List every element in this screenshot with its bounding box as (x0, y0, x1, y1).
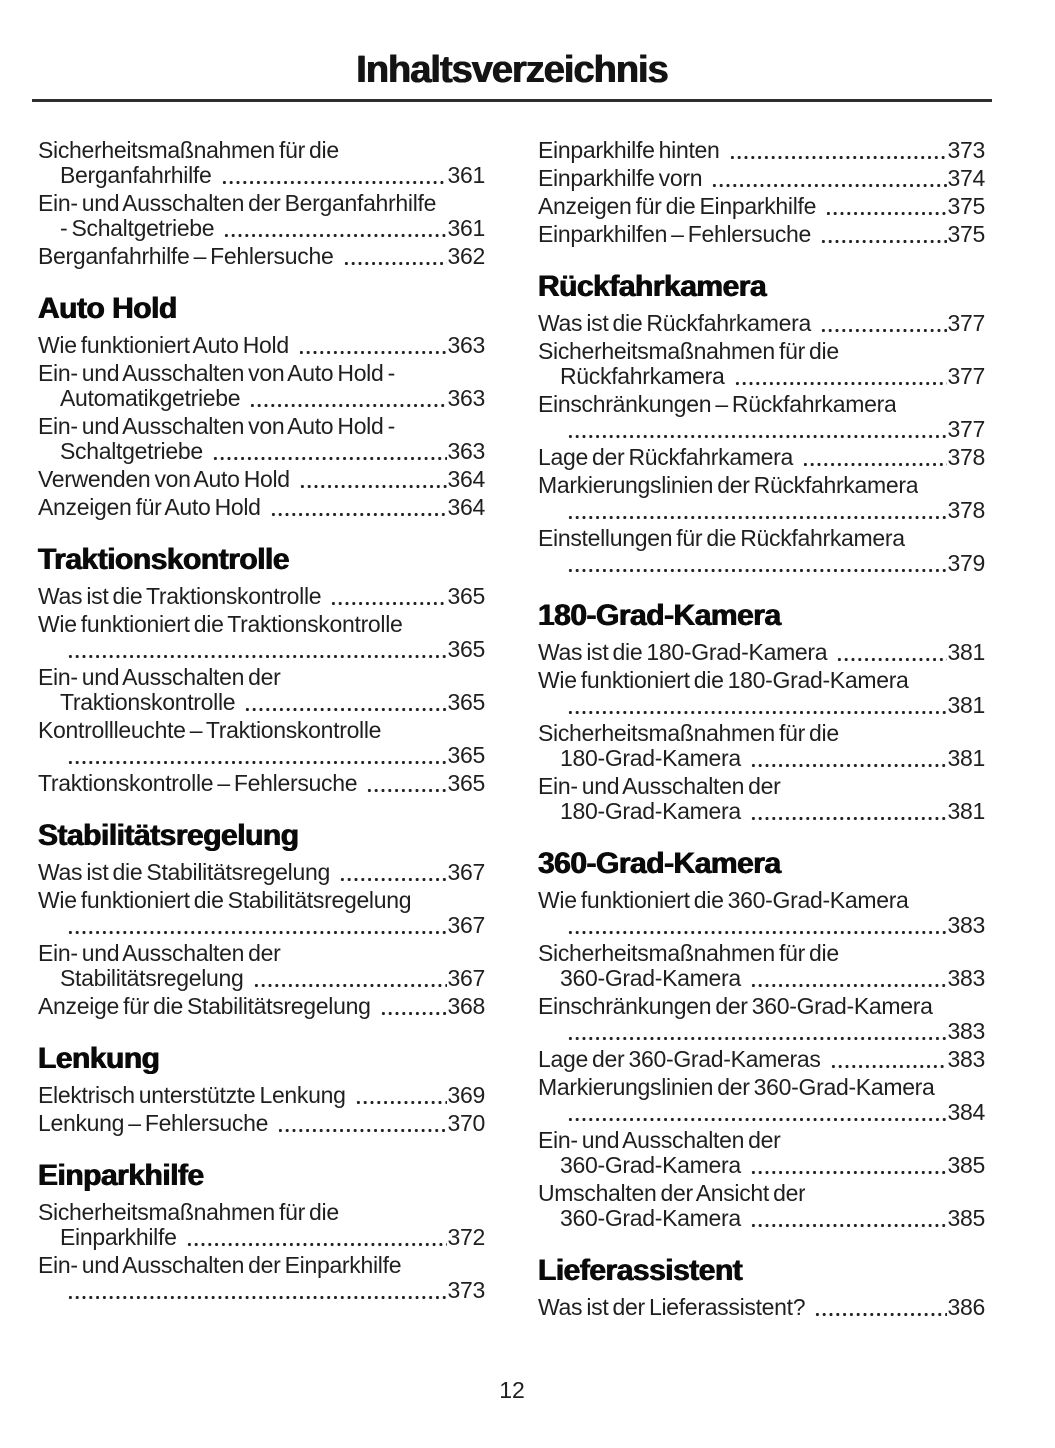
toc-entry-text: - Schaltgetriebe (60, 216, 219, 241)
toc-entry-text: Ein- und Ausschalten der Einparkhilfe (38, 1253, 402, 1278)
toc-entry-text: Ein- und Ausschalten der Berganfahrhilfe (38, 191, 437, 216)
toc-page-number: 381 (947, 692, 985, 718)
toc-entry (38, 665, 485, 715)
toc-entry-text: Ein- und Ausschalten der (538, 774, 781, 799)
toc-entry (38, 414, 485, 464)
toc-entry (38, 771, 485, 796)
toc-entry-text: Wie funktioniert die Traktionskontrolle (38, 612, 403, 637)
toc-entry-line (538, 222, 985, 247)
toc-page-number: 378 (947, 497, 985, 523)
toc-entry-text: Elektrisch unterstützte Lenkung (38, 1083, 350, 1108)
toc-entry-text: Sicherheitsmaßnahmen für die (538, 721, 839, 746)
toc-page-number: 367 (447, 965, 485, 991)
toc-entry-text: Markierungslinien der 360-Grad-Kamera (538, 1075, 935, 1100)
toc-columns (38, 138, 985, 1323)
toc-entry-line (38, 665, 485, 690)
toc-entry (38, 718, 485, 768)
toc-page-number: 364 (447, 466, 485, 492)
toc-entry-line (538, 966, 985, 991)
toc-entry-text: Anzeigen für die Einparkhilfe (538, 194, 821, 219)
toc-entry (38, 191, 485, 241)
toc-column-left (38, 138, 485, 1323)
toc-entry-text: 360-Grad-Kamera (560, 1153, 745, 1178)
toc-entry-line (538, 668, 985, 693)
dotted-leader (567, 930, 947, 935)
toc-entry-text: Ein- und Ausschalten der (38, 941, 281, 966)
toc-entry-line (538, 721, 985, 746)
toc-entry (538, 311, 985, 336)
dotted-leader (567, 568, 947, 573)
toc-entry-text: Sicherheitsmaßnahmen für die (538, 339, 839, 364)
dotted-leader (67, 654, 447, 659)
toc-entry-line (38, 966, 485, 991)
dotted-leader (380, 1011, 447, 1016)
toc-page-number: 363 (447, 332, 485, 358)
toc-section-heading: 180-Grad-Kamera (538, 599, 781, 632)
toc-entry (38, 584, 485, 609)
toc-entry-text: Wie funktioniert die Stabilitätsregelung (38, 888, 412, 913)
toc-entry-text: Anzeigen für Auto Hold (38, 495, 265, 520)
dotted-leader (802, 462, 946, 467)
dotted-leader (67, 1295, 447, 1300)
toc-entry-line (38, 467, 485, 492)
toc-page-number: 381 (947, 639, 985, 665)
toc-page-number: 384 (947, 1099, 985, 1125)
toc-section-heading: Lieferassistent (538, 1254, 743, 1287)
toc-entry-text: Ein- und Ausschalten von Auto Hold - (38, 414, 395, 439)
toc-entry (38, 361, 485, 411)
dotted-leader (567, 710, 947, 715)
toc-entry (38, 860, 485, 885)
toc-entry-text: 180-Grad-Kamera (560, 746, 745, 771)
toc-entry-text: Was ist die 180-Grad-Kamera (538, 640, 832, 665)
toc-page-number: 365 (447, 770, 485, 796)
toc-entry-text: Lage der 360-Grad-Kameras (538, 1047, 825, 1072)
dotted-leader (244, 707, 446, 712)
toc-page-number: 386 (947, 1294, 985, 1320)
toc-entry-line (538, 1128, 985, 1153)
toc-entry-line (38, 414, 485, 439)
toc-section (38, 544, 485, 796)
toc-entry-line (38, 495, 485, 520)
toc-entry-text: Einparkhilfe hinten (538, 138, 724, 163)
toc-entry-line (38, 888, 485, 913)
dotted-leader (750, 1223, 947, 1228)
toc-section (538, 1255, 985, 1320)
toc-entry (538, 774, 985, 824)
toc-entry-text: Wie funktioniert die 180-Grad-Kamera (538, 668, 909, 693)
dotted-leader (567, 434, 947, 439)
toc-page-number: 365 (447, 689, 485, 715)
toc-page-number: 379 (947, 550, 985, 576)
toc-entry (538, 1075, 985, 1125)
toc-page-number: 369 (447, 1082, 485, 1108)
toc-entry-line (538, 640, 985, 665)
toc-entry-line (38, 386, 485, 411)
toc-entry-line (38, 244, 485, 269)
toc-page-number: 361 (447, 215, 485, 241)
toc-entry-text: Automatikgetriebe (60, 386, 245, 411)
toc-entry (538, 222, 985, 247)
toc-page-number: 377 (947, 310, 985, 336)
toc-entry-line (38, 439, 485, 464)
toc-entry-line (538, 1181, 985, 1206)
toc-entry-text: Einparkhilfe vorn (538, 166, 707, 191)
toc-entry-line (538, 1075, 985, 1100)
toc-page-number: 378 (947, 444, 985, 470)
toc-page-number: 361 (447, 162, 485, 188)
toc-entry-text: Einparkhilfe (60, 1225, 181, 1250)
dotted-leader (67, 760, 447, 765)
toc-page-number: 385 (947, 1152, 985, 1178)
toc-entry-line (538, 311, 985, 336)
dotted-leader (67, 930, 447, 935)
toc-entry-line (538, 799, 985, 824)
toc-entry-line (38, 718, 485, 743)
dotted-leader (299, 484, 447, 489)
toc-entry-text: Stabilitätsregelung (60, 966, 248, 991)
title-divider (32, 99, 992, 102)
toc-page-number: 370 (447, 1110, 485, 1136)
toc-entry-line (538, 994, 985, 1019)
toc-entry-text: Sicherheitsmaßnahmen für die (38, 1200, 339, 1225)
toc-entry (538, 1128, 985, 1178)
toc-page-number: 364 (447, 494, 485, 520)
toc-entry-text: 180-Grad-Kamera (560, 799, 745, 824)
toc-page-number: 383 (947, 965, 985, 991)
toc-entry-line (38, 860, 485, 885)
toc-entry-text: Ein- und Ausschalten der (38, 665, 281, 690)
toc-entry (538, 166, 985, 191)
dotted-leader (366, 788, 446, 793)
toc-entry (538, 1295, 985, 1320)
toc-entry-text: Ein- und Ausschalten der (538, 1128, 781, 1153)
toc-entry-line (538, 551, 985, 576)
toc-entry-line (38, 743, 485, 768)
toc-entry-line (38, 1225, 485, 1250)
toc-entry-text: Kontrollleuchte – Traktionskontrolle (38, 718, 382, 743)
toc-entry-line (538, 913, 985, 938)
toc-section (38, 1160, 485, 1303)
toc-entry (538, 640, 985, 665)
toc-entry-text: Berganfahrhilfe – Fehlersuche (38, 244, 338, 269)
toc-entry-line (538, 526, 985, 551)
toc-page-number: 381 (947, 745, 985, 771)
toc-entry (38, 1200, 485, 1250)
toc-entry-line (38, 771, 485, 796)
toc-page-number: 373 (947, 137, 985, 163)
toc-page-number: 377 (947, 416, 985, 442)
dotted-leader (221, 180, 447, 185)
toc-page-number: 383 (947, 912, 985, 938)
toc-entry (38, 1253, 485, 1303)
toc-entry-line (538, 498, 985, 523)
toc-page-number: 374 (947, 165, 985, 191)
page-title: Inhaltsverzeichnis (356, 49, 668, 91)
toc-entry-text: Was ist die Stabilitätsregelung (38, 860, 335, 885)
toc-page-number: 385 (947, 1205, 985, 1231)
toc-entry-line (538, 1206, 985, 1231)
toc-entry-line (538, 1100, 985, 1125)
toc-page-number: 381 (947, 798, 985, 824)
dotted-leader (820, 328, 946, 333)
dotted-leader (830, 1064, 947, 1069)
toc-entry-line (38, 1083, 485, 1108)
toc-entry (38, 495, 485, 520)
dotted-leader (734, 381, 947, 386)
toc-page-number: 375 (947, 221, 985, 247)
toc-entry-line (538, 166, 985, 191)
toc-entry-line (538, 417, 985, 442)
dotted-leader (298, 350, 447, 355)
toc-entry (538, 721, 985, 771)
page-number-footer: 12 (499, 1377, 525, 1403)
dotted-leader (711, 183, 946, 188)
toc-section (538, 848, 985, 1231)
toc-entry (38, 1083, 485, 1108)
toc-section (38, 820, 485, 1019)
dotted-leader (223, 233, 446, 238)
toc-entry-line (38, 941, 485, 966)
dotted-leader (339, 877, 446, 882)
toc-entry-text: 360-Grad-Kamera (560, 1206, 745, 1231)
toc-entry-line (538, 364, 985, 389)
toc-entry (538, 668, 985, 718)
toc-entry-text: Wie funktioniert die 360-Grad-Kamera (538, 888, 909, 913)
toc-entry-line (538, 1153, 985, 1178)
toc-entry-line (38, 216, 485, 241)
dotted-leader (277, 1128, 446, 1133)
dotted-leader (567, 1036, 947, 1041)
toc-entry-text: 360-Grad-Kamera (560, 966, 745, 991)
toc-page-number: 362 (447, 243, 485, 269)
toc-entry (538, 339, 985, 389)
toc-page-number: 363 (447, 385, 485, 411)
toc-entry-line (38, 1253, 485, 1278)
toc-entry-line (38, 994, 485, 1019)
toc-entry-line (538, 392, 985, 417)
toc-entry-line (538, 693, 985, 718)
toc-section-heading: Rückfahrkamera (538, 270, 767, 303)
toc-page-number: 365 (447, 742, 485, 768)
toc-entry-text: Was ist die Traktionskontrolle (38, 584, 326, 609)
toc-entry-line (38, 584, 485, 609)
toc-entry-line (38, 1111, 485, 1136)
dotted-leader (750, 1170, 947, 1175)
toc-entry (38, 612, 485, 662)
toc-entry-text: Einstellungen für die Rückfahrkamera (538, 526, 905, 551)
dotted-leader (270, 512, 447, 517)
toc-section-heading: Stabilitätsregelung (38, 819, 299, 852)
toc-entry-text: Ein- und Ausschalten von Auto Hold - (38, 361, 395, 386)
toc-page-number: 363 (447, 438, 485, 464)
toc-page-number: 375 (947, 193, 985, 219)
toc-entry (38, 244, 485, 269)
toc-entry-text: Rückfahrkamera (560, 364, 729, 389)
toc-entry (538, 392, 985, 442)
toc-entry-line (38, 163, 485, 188)
toc-entry-text: Traktionskontrolle (60, 690, 240, 715)
toc-entry-line (538, 138, 985, 163)
toc-entry (538, 994, 985, 1044)
toc-entry-text: Lage der Rückfahrkamera (538, 445, 798, 470)
toc-entry-line (38, 1278, 485, 1303)
dotted-leader (825, 211, 946, 216)
toc-entry (38, 1111, 485, 1136)
toc-entry (38, 138, 485, 188)
dotted-leader (343, 261, 447, 266)
toc-entry-line (38, 138, 485, 163)
toc-entry (538, 1181, 985, 1231)
dotted-leader (567, 1117, 947, 1122)
dotted-leader (330, 601, 446, 606)
toc-page-number: 367 (447, 859, 485, 885)
toc-page-number: 372 (447, 1224, 485, 1250)
toc-entry-line (38, 690, 485, 715)
dotted-leader (750, 983, 947, 988)
toc-entry (538, 473, 985, 523)
toc-entry (538, 526, 985, 576)
dotted-leader (814, 1312, 946, 1317)
dotted-leader (820, 239, 946, 244)
toc-entry (538, 194, 985, 219)
toc-section (38, 293, 485, 520)
toc-entry-line (38, 361, 485, 386)
toc-entry-text: Anzeige für die Stabilitätsregelung (38, 994, 375, 1019)
toc-entry-line (538, 473, 985, 498)
toc-entry-line (538, 888, 985, 913)
toc-entry-text: Lenkung – Fehlersuche (38, 1111, 273, 1136)
toc-entry (38, 994, 485, 1019)
toc-column-right (538, 138, 985, 1323)
dotted-leader (355, 1100, 447, 1105)
toc-page-number: 365 (447, 583, 485, 609)
toc-entry (38, 888, 485, 938)
toc-entry (538, 138, 985, 163)
toc-entry (38, 941, 485, 991)
toc-entry-line (38, 637, 485, 662)
toc-entry-text: Einparkhilfen – Fehlersuche (538, 222, 816, 247)
toc-entry (538, 888, 985, 938)
toc-entry-line (38, 191, 485, 216)
toc-entry-line (38, 612, 485, 637)
toc-entry-line (538, 941, 985, 966)
toc-entry-text: Markierungslinien der Rückfahrkamera (538, 473, 919, 498)
toc-entry-line (38, 913, 485, 938)
toc-page-number: 377 (947, 363, 985, 389)
toc-entry-line (538, 445, 985, 470)
dotted-leader (750, 763, 947, 768)
toc-entry-line (538, 1047, 985, 1072)
toc-entry-line (538, 746, 985, 771)
toc-entry-line (538, 339, 985, 364)
toc-page-number: 373 (447, 1277, 485, 1303)
toc-entry-text: Was ist die Rückfahrkamera (538, 311, 816, 336)
toc-section-heading: Einparkhilfe (38, 1159, 204, 1192)
toc-entry-text: Sicherheitsmaßnahmen für die (38, 138, 339, 163)
toc-section-heading: Lenkung (38, 1042, 160, 1075)
toc-entry-text: Wie funktioniert Auto Hold (38, 333, 293, 358)
toc-entry-line (38, 333, 485, 358)
toc-section (538, 271, 985, 576)
toc-section-heading: Traktionskontrolle (38, 543, 290, 576)
toc-entry-text: Verwenden von Auto Hold (38, 467, 294, 492)
toc-section-heading: 360-Grad-Kamera (538, 847, 781, 880)
toc-section-heading: Auto Hold (38, 292, 177, 325)
toc-page-number: 365 (447, 636, 485, 662)
dotted-leader (186, 1242, 447, 1247)
toc-entry-text: Einschränkungen – Rückfahrkamera (538, 392, 897, 417)
dotted-leader (212, 456, 447, 461)
dotted-leader (750, 816, 947, 821)
toc-entry-text: Sicherheitsmaßnahmen für die (538, 941, 839, 966)
toc-entry (538, 445, 985, 470)
dotted-leader (249, 403, 446, 408)
toc-section (538, 600, 985, 824)
toc-entry-line (538, 1295, 985, 1320)
toc-section (538, 138, 985, 247)
page-header (32, 0, 992, 102)
toc-entry-text: Was ist der Lieferassistent? (538, 1295, 810, 1320)
toc-entry-text: Schaltgetriebe (60, 439, 207, 464)
toc-entry (38, 333, 485, 358)
toc-page-number: 368 (447, 993, 485, 1019)
toc-page-number: 383 (947, 1018, 985, 1044)
dotted-leader (567, 515, 947, 520)
toc-entry-line (538, 194, 985, 219)
toc-section (38, 1043, 485, 1136)
toc-entry-line (538, 1019, 985, 1044)
toc-entry-text: Traktionskontrolle – Fehlersuche (38, 771, 362, 796)
toc-entry-line (538, 774, 985, 799)
dotted-leader (253, 983, 447, 988)
toc-section (38, 138, 485, 269)
toc-page-number: 383 (947, 1046, 985, 1072)
toc-entry (38, 467, 485, 492)
toc-entry (538, 1047, 985, 1072)
toc-page-number: 367 (447, 912, 485, 938)
dotted-leader (729, 155, 947, 160)
toc-entry-text: Einschränkungen der 360-Grad-Kamera (538, 994, 933, 1019)
toc-entry (538, 941, 985, 991)
dotted-leader (836, 657, 946, 662)
toc-entry-line (38, 1200, 485, 1225)
toc-entry-text: Umschalten der Ansicht der (538, 1181, 806, 1206)
toc-entry-text: Berganfahrhilfe (60, 163, 216, 188)
